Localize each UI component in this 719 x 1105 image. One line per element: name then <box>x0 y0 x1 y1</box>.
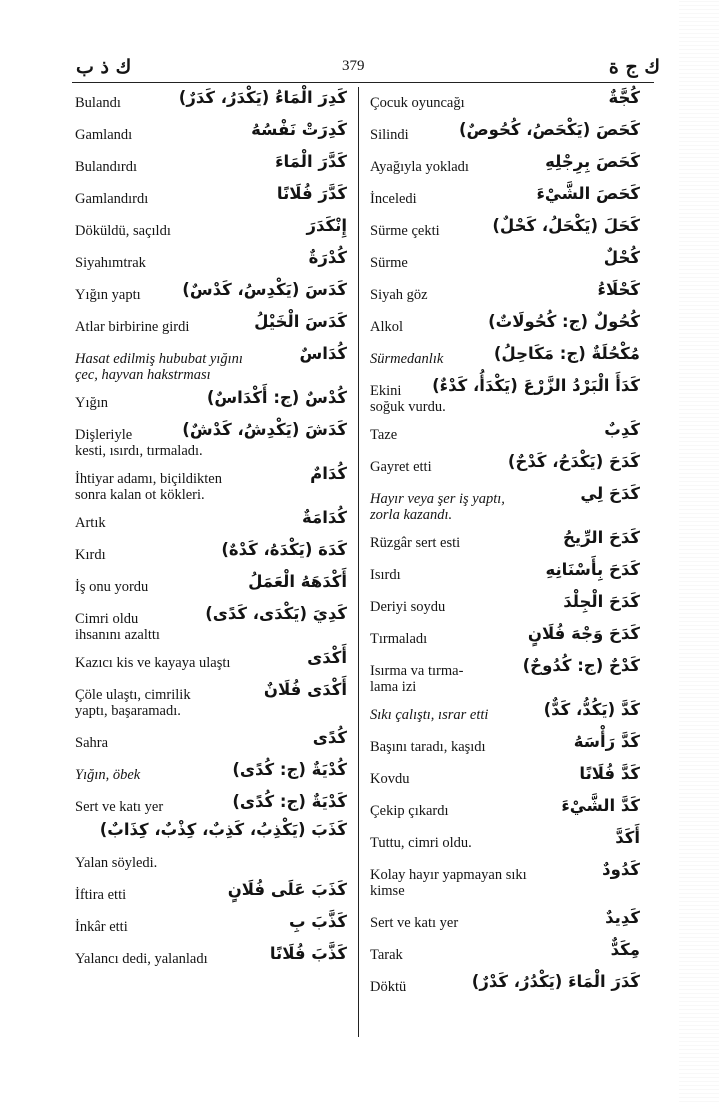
turkish-meaning: İş onu yordu <box>75 579 149 595</box>
arabic-headword: كَدَسَ (يَكْدِسُ، كَدْسٌ) <box>182 280 347 299</box>
turkish-meaning: Artık <box>75 515 106 531</box>
turkish-meaning: Kovdu <box>370 771 410 787</box>
turkish-meaning-continued: ihsanını azalttı <box>75 627 160 643</box>
dictionary-entry <box>75 944 347 976</box>
dictionary-entry <box>370 624 640 656</box>
page-header <box>60 50 660 80</box>
arabic-headword: كُدْسٌ (ج: أَكْدَاسٌ) <box>206 388 347 407</box>
turkish-meaning-continued: kimse <box>370 883 405 899</box>
arabic-headword: كَذَبَ عَلَى فُلَانٍ <box>227 880 347 899</box>
turkish-meaning-continued: soğuk vurdu. <box>370 399 446 415</box>
arabic-headword: كَدَأَ الْبَرْدُ الزَّرْعَ (يَكْدَأُ، كَدْءٌ) <box>432 376 640 395</box>
turkish-meaning: Yalan söyledi. <box>75 855 158 871</box>
arabic-headword: كَدَهَ (يَكْدَهُ، كَدْهٌ) <box>221 540 347 559</box>
arabic-headword: كَدَحَ لِي <box>580 484 640 503</box>
turkish-meaning: Yalancı dedi, yalanladı <box>75 951 208 967</box>
turkish-meaning: Siyah göz <box>370 287 428 303</box>
arabic-headword: كُدْيَةٌ (ج: كُدًى) <box>232 760 347 779</box>
dictionary-entry <box>75 464 347 508</box>
arabic-headword: كَدِيَ (يَكْدَى، كَدًى) <box>205 604 347 623</box>
dictionary-entry <box>370 656 640 700</box>
arabic-headword: أَكْدَى <box>307 648 347 667</box>
turkish-meaning: Atlar birbirine girdi <box>75 319 190 335</box>
header-rule <box>72 82 654 83</box>
dictionary-entry <box>370 828 640 860</box>
turkish-meaning-continued: yaptı, başaramadı. <box>75 703 181 719</box>
turkish-meaning: Hayır veya şer iş yaptı, <box>370 491 505 507</box>
turkish-meaning: Taze <box>370 427 398 443</box>
arabic-headword: كَدِرَتْ نَفْسُهُ <box>251 120 347 139</box>
turkish-meaning: Döktü <box>370 979 407 995</box>
arabic-headword: كَدَّرَ الْمَاءَ <box>275 152 347 171</box>
arabic-headword: كَذَّبَ فُلَانًا <box>269 944 347 963</box>
turkish-meaning: Gamlandı <box>75 127 133 143</box>
dictionary-entry <box>75 184 347 216</box>
dictionary-entry <box>370 420 640 452</box>
turkish-meaning: Sürme <box>370 255 408 271</box>
arabic-headword: كَدُودٌ <box>602 860 640 879</box>
dictionary-entry <box>75 848 347 880</box>
turkish-meaning-continued: lama izi <box>370 679 417 695</box>
arabic-headword: إِنْكَدَرَ <box>306 216 347 235</box>
dictionary-entry <box>75 216 347 248</box>
turkish-meaning: Sert ve katı yer <box>370 915 459 931</box>
turkish-meaning: Deriyi soydu <box>370 599 446 615</box>
turkish-meaning: Alkol <box>370 319 404 335</box>
scan-edge-texture <box>679 0 719 1105</box>
dictionary-entry <box>370 796 640 828</box>
turkish-meaning: Hasat edilmiş hububat yığını <box>75 351 243 367</box>
arabic-headword: كَحَلَ (يَكْحَلُ، كَحْلٌ) <box>492 216 640 235</box>
dictionary-entry <box>75 152 347 184</box>
turkish-meaning-continued: kesti, ısırdı, tırmaladı. <box>75 443 203 459</box>
turkish-meaning: Bulandırdı <box>75 159 138 175</box>
dictionary-entry <box>370 184 640 216</box>
arabic-headword: كَدَحَ الرِّيحُ <box>563 528 640 547</box>
turkish-meaning: Isırma va tırma- <box>370 663 464 679</box>
turkish-meaning: İftira etti <box>75 887 127 903</box>
arabic-headword: كَدَّ رَأْسَهُ <box>573 732 640 751</box>
arabic-headword: كَحَصَ بِرِجْلِهِ <box>545 152 640 171</box>
turkish-meaning: Isırdı <box>370 567 401 583</box>
dictionary-entry <box>75 88 347 120</box>
turkish-meaning: Rüzgâr sert esti <box>370 535 461 551</box>
turkish-meaning: Çekip çıkardı <box>370 803 449 819</box>
arabic-headword: كُدًى <box>312 728 347 747</box>
arabic-headword: أَكْدَى فُلَانٌ <box>263 680 347 699</box>
page-number: 379 <box>342 58 365 74</box>
turkish-meaning: Çöle ulaştı, cimrilik <box>75 687 191 703</box>
dictionary-entry <box>75 760 347 792</box>
dictionary-entry <box>370 152 640 184</box>
arabic-headword: كُحْلٌ <box>603 248 640 267</box>
arabic-headword: كَدِبٌ <box>604 420 640 439</box>
dictionary-entry <box>370 216 640 248</box>
turkish-meaning: Yığın, öbek <box>75 767 141 783</box>
turkish-meaning: Tuttu, cimri oldu. <box>370 835 472 851</box>
arabic-headword: كَدَحَ الْجِلْدَ <box>563 592 640 611</box>
arabic-headword: كَدَّ الشَّيْءَ <box>561 796 640 815</box>
header-right-letters: ك ج ة <box>608 56 660 78</box>
arabic-headword: كَذَبَ (يَكْذِبُ، كَذِبٌ، كِذْبٌ، كِذَابٌ) <box>99 820 347 839</box>
turkish-meaning: Cimri oldu <box>75 611 139 627</box>
dictionary-entry <box>370 732 640 764</box>
dictionary-entry <box>75 648 347 680</box>
dictionary-entry <box>370 560 640 592</box>
dictionary-entry <box>370 344 640 376</box>
dictionary-entry <box>370 248 640 280</box>
turkish-meaning: İhtiyar adamı, biçildikten <box>75 471 222 487</box>
turkish-meaning: Bulandı <box>75 95 121 111</box>
arabic-headword: كَدَسَ الْخَيْلُ <box>254 312 347 331</box>
turkish-meaning: Silindi <box>370 127 409 143</box>
dictionary-entry <box>75 912 347 944</box>
column-divider <box>358 87 359 1037</box>
arabic-headword: مُكْحُلَةٌ (ج: مَكَاحِلُ) <box>493 344 640 363</box>
arabic-headword: كَدَرَ الْمَاءَ (يَكْدُرُ، كَدْرٌ) <box>471 972 640 991</box>
turkish-meaning: Kırdı <box>75 547 106 563</box>
arabic-headword: كَدَّرَ فُلَانًا <box>276 184 347 203</box>
left-column <box>75 88 347 976</box>
dictionary-entry <box>75 420 347 464</box>
arabic-headword: كَدَّ فُلَانًا <box>579 764 640 783</box>
arabic-headword: كَدَحَ (يَكْدَحُ، كَدْحٌ) <box>507 452 640 471</box>
dictionary-entry <box>370 484 640 528</box>
arabic-headword: كَحَصَ (يَكْحَصُ، كُحُوصٌ) <box>458 120 640 139</box>
arabic-headword: كَدَّ (يَكُدُّ، كَدٌّ) <box>543 700 640 719</box>
turkish-meaning: Sahra <box>75 735 109 751</box>
dictionary-entry <box>370 764 640 796</box>
dictionary-entry <box>75 604 347 648</box>
dictionary-entry <box>75 820 347 848</box>
arabic-headword: أَكَدَّ <box>615 828 640 847</box>
arabic-headword: كُدْرَةٌ <box>308 248 347 267</box>
turkish-meaning: Başını taradı, kaşıdı <box>370 739 486 755</box>
turkish-meaning: Tırmaladı <box>370 631 428 647</box>
arabic-headword: كُدَامٌ <box>310 464 347 483</box>
arabic-headword: كَدْحٌ (ج: كُدُوحٌ) <box>522 656 640 675</box>
dictionary-entry <box>370 592 640 624</box>
turkish-meaning: Tarak <box>370 947 403 963</box>
arabic-headword: كَدْيَةٌ (ج: كُدًى) <box>232 792 347 811</box>
dictionary-entry <box>370 280 640 312</box>
dictionary-entry <box>75 344 347 388</box>
turkish-meaning: Gamlandırdı <box>75 191 149 207</box>
arabic-headword: كَذَّبَ بِ <box>288 912 347 931</box>
dictionary-entry <box>75 248 347 280</box>
turkish-meaning-continued: çec, hayvan hakstrması <box>75 367 211 383</box>
dictionary-entry <box>75 880 347 912</box>
arabic-headword: مِكَدٌّ <box>610 940 640 959</box>
dictionary-entry <box>75 508 347 540</box>
dictionary-entry <box>75 792 347 820</box>
dictionary-entry <box>370 376 640 420</box>
dictionary-entry <box>370 312 640 344</box>
dictionary-entry <box>75 680 347 728</box>
dictionary-entry <box>370 860 640 908</box>
dictionary-entry <box>370 88 640 120</box>
arabic-headword: كَدِيدٌ <box>605 908 640 927</box>
dictionary-entry <box>370 972 640 1004</box>
arabic-headword: كَدَحَ بِأَسْنَانِهِ <box>545 560 640 579</box>
turkish-meaning: Çocuk oyuncağı <box>370 95 465 111</box>
arabic-headword: كَدِرَ الْمَاءُ (يَكْدَرُ، كَدَرٌ) <box>178 88 347 107</box>
turkish-meaning: Sıkı çalıştı, ısrar etti <box>370 707 489 723</box>
arabic-headword: كَدَحَ وَجْهَ فُلَانٍ <box>527 624 640 643</box>
turkish-meaning: Sert ve katı yer <box>75 799 164 815</box>
turkish-meaning: Kazıcı kis ve kayaya ulaştı <box>75 655 231 671</box>
dictionary-entry <box>370 528 640 560</box>
arabic-headword: كُحُولٌ (ج: كُحُولَاتٌ) <box>488 312 640 331</box>
turkish-meaning: Gayret etti <box>370 459 432 475</box>
arabic-headword: كُدَاسٌ <box>299 344 347 363</box>
arabic-headword: كَحَصَ الشَّيْءَ <box>536 184 640 203</box>
right-column <box>370 88 640 1004</box>
turkish-meaning: Sürmedanlık <box>370 351 444 367</box>
dictionary-entry <box>75 280 347 312</box>
turkish-meaning: Ayağıyla yokladı <box>370 159 469 175</box>
turkish-meaning: Yığın yaptı <box>75 287 141 303</box>
turkish-meaning: Yığın <box>75 395 109 411</box>
turkish-meaning: Ekini <box>370 383 402 399</box>
arabic-headword: كُجَّةٌ <box>608 88 640 107</box>
turkish-meaning-continued: zorla kazandı. <box>370 507 453 523</box>
turkish-meaning: Dişleriyle <box>75 427 133 443</box>
dictionary-entry <box>75 388 347 420</box>
dictionary-entry <box>370 700 640 732</box>
turkish-meaning: Sürme çekti <box>370 223 440 239</box>
header-left-letters: ك ذ ب <box>76 56 132 78</box>
dictionary-entry <box>370 940 640 972</box>
turkish-meaning: İnceledi <box>370 191 417 207</box>
dictionary-entry <box>370 120 640 152</box>
dictionary-entry <box>370 908 640 940</box>
arabic-headword: كَحْلَاءُ <box>597 280 640 299</box>
turkish-meaning: Siyahımtrak <box>75 255 146 271</box>
turkish-meaning-continued: sonra kalan ot kökleri. <box>75 487 205 503</box>
arabic-headword: كُدَامَةٌ <box>301 508 347 527</box>
dictionary-entry <box>370 452 640 484</box>
dictionary-entry <box>75 540 347 572</box>
arabic-headword: أَكْدَهَهُ الْعَمَلُ <box>248 572 347 591</box>
dictionary-entry <box>75 120 347 152</box>
dictionary-entry <box>75 312 347 344</box>
turkish-meaning: Döküldü, saçıldı <box>75 223 171 239</box>
turkish-meaning: İnkâr etti <box>75 919 128 935</box>
turkish-meaning: Kolay hayır yapmayan sıkı <box>370 867 527 883</box>
dictionary-entry <box>75 572 347 604</box>
arabic-headword: كَدَشَ (يَكْدِشُ، كَدْشٌ) <box>182 420 347 439</box>
dictionary-entry <box>75 728 347 760</box>
